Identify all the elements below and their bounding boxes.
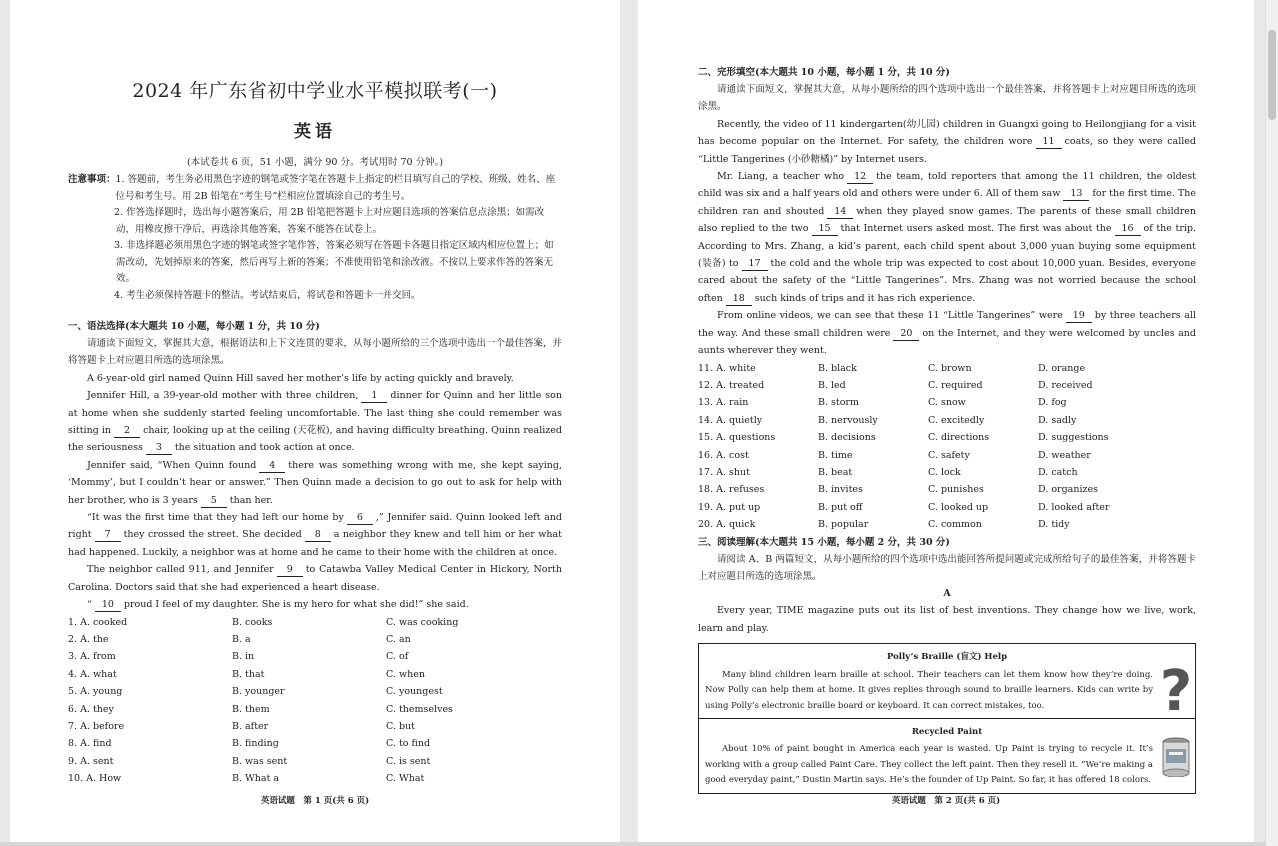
passage-a-intro: Every year, TIME magazine puts out its list of best inventions. They change how we live, work, learn and play. — [698, 605, 1196, 634]
subject-title: 英语 — [294, 122, 336, 142]
option-row: 15. A. questions B. decisions C. directions D. suggestions — [698, 432, 1109, 444]
paint-can-icon — [1161, 737, 1191, 777]
option-row: 2. A. the B. a C. an — [68, 633, 411, 645]
page-footer: 英语试题 第 1 页(共 6 页) — [260, 796, 370, 806]
notice-item: 2. 作答选择题时，选出每小题答案后，用 2B 铅笔把答题卡上对应题目选项的答案信息点涂黑；如需改动，用橡皮擦干净后，再选涂其他答案，答案不能答在试卷上。 — [114, 207, 545, 235]
cloze-paragraph: Mr. Liang, a teacher who 12 the team, told reporters that among the 11 children, the oldest child was six and a half years old and others were under 6. All of them saw 13 for the first time. The children ran and shouted 14 when they played snow games. The parents of these small children also replied to the two 15 that Internet users asked most. The first was about the 16 of the trip. According to Mrs. Zhang, a kid’s parent, each child spent about 3,000 yuan buying some equipment (装备) to 17 the cold and the whole trip was expected to cost about 10,000 yuan. Besides, everyone cared about the safety of the “Little Tangerines”. Mrs. Zhang was not worried because the school often 18 such kinds of trips and it has rich experience. — [698, 171, 1197, 304]
option-row: 18. A. refuses B. invites C. punishes D. organizes — [698, 484, 1098, 496]
option-row: 5. A. young B. younger C. youngest — [68, 686, 443, 698]
notice-block — [68, 172, 562, 304]
invention-box-paint — [698, 718, 1196, 794]
cloze-paragraph: Recently, the video of 11 kindergarten(幼儿园) children in Guangxi going to Heilongjiang for a visit has become popular on the Internet. For safety, the children wore 11 coats, so they were called “Little Tangerines (小砂糖橘)” by Internet users. — [698, 118, 1197, 165]
blank-8: 8 — [305, 529, 331, 542]
blank-2: 2 — [114, 425, 140, 438]
option-row: 11. A. white B. black C. brown D. orange — [698, 362, 1086, 374]
passage-paragraph: “ 10 proud I feel of my daughter. She is my hero for what she did!” she said. — [87, 599, 469, 611]
exam-note: (本试卷共 6 页，51 小题，满分 90 分。考试用时 70 分钟。) — [186, 157, 444, 168]
invention-title: Recycled Paint — [911, 726, 983, 737]
option-row: 17. A. shut B. beat C. lock D. catch — [698, 466, 1078, 478]
option-row: 1. A. cooked B. cooks C. was cooking — [68, 616, 459, 628]
blank-9: 9 — [277, 564, 303, 577]
section-2-heading: 二、完形填空(本大题共 10 小题，每小题 1 分，共 10 分) — [698, 67, 950, 78]
notice-item: 4. 考生必须保持答题卡的整洁。考试结束后，将试卷和答题卡一并交回。 — [114, 289, 421, 301]
section-1-instructions: 请通读下面短文，掌握其大意，根据语法和上下文连贯的要求，从每小题所给的三个选项中选出一个最佳答案，并将答题卡上对应题目所选的选项涂黑。 — [68, 338, 563, 367]
blank-18: 18 — [726, 293, 752, 306]
option-row: 10. A. How B. What a C. What — [68, 773, 425, 785]
option-row: 4. A. what B. that C. when — [68, 668, 425, 680]
section-3-heading: 三、阅读理解(本大题共 15 小题，每小题 2 分，共 30 分) — [698, 536, 950, 548]
scroll-thumb[interactable] — [1268, 30, 1276, 120]
blank-5: 5 — [201, 495, 227, 508]
options-list-2 — [698, 360, 1196, 534]
exam-title: 2024 年广东省初中学业水平模拟联考(一) — [132, 80, 498, 102]
option-row: 14. A. quietly B. nervously C. excitedly D. sadly — [698, 414, 1077, 426]
section-2-instructions: 请通读下面短文，掌握其大意，从每小题所给的四个选项中选出一个最佳答案，并将答题卡上对应题目所选的选项涂黑。 — [698, 84, 1196, 113]
blank-7: 7 — [95, 529, 121, 542]
passage-paragraph: A 6-year-old girl named Quinn Hill saved her mother’s life by acting quickly and bravely. — [87, 372, 514, 384]
blank-16: 16 — [1115, 223, 1141, 236]
blank-19: 19 — [1066, 310, 1092, 323]
option-row: 19. A. put up B. put off C. looked up D. looked after — [698, 501, 1110, 513]
horizontal-scrollbar[interactable] — [0, 842, 1266, 846]
notice-head: 注意事项： — [68, 174, 116, 185]
option-row: 8. A. find B. finding C. to find — [68, 738, 431, 750]
section-3-instructions: 请阅读 A、B 两篇短文，从每小题所给的四个选项中选出能回答所提问题或完成所给句子的最佳答案，并将答题卡上对应题目所选的选项涂黑。 — [698, 553, 1196, 582]
option-row: 3. A. from B. in C. of — [68, 651, 409, 663]
blank-14: 14 — [827, 206, 853, 219]
blank-6: 6 — [347, 512, 373, 525]
invention-title: Polly’s Braille (盲文) Help — [886, 652, 1008, 663]
page-footer: 英语试题 第 2 页(共 6 页) — [891, 796, 1001, 806]
invention-box-braille — [698, 643, 1196, 725]
blank-17: 17 — [742, 258, 768, 271]
question-mark-icon: ? — [1159, 659, 1193, 725]
blank-13: 13 — [1063, 188, 1089, 201]
exam-page-1 — [10, 0, 620, 846]
options-list-1 — [68, 614, 562, 788]
passage-paragraph: Jennifer Hill, a 39-year-old mother with three children, 1 dinner for Quinn and her little son at home when she suddenly started feeling uncomfortable. The last thing she could remember was sitting in 2 chair, looking up at the ceiling (天花板), and having difficulty breathing. Quinn realized the seriousness 3 the situation and took action at once. — [68, 390, 563, 454]
blank-1: 1 — [361, 390, 387, 403]
vertical-scrollbar[interactable] — [1265, 0, 1278, 846]
blank-4: 4 — [259, 460, 285, 473]
option-row: 7. A. before B. after C. but — [68, 720, 415, 732]
cloze-paragraph: From online videos, we can see that these 11 “Little Tangerines” were 19 by three teachers all the way. And these small children were 20 on the Internet, and they were welcomed by uncles and aunts wherever they went. — [698, 310, 1196, 357]
blank-12: 12 — [847, 171, 873, 184]
passage-paragraph: The neighbor called 911, and Jennifer 9 to Catawba Valley Medical Center in Hickory, North Carolina. Doctors said that she had experienced a heart disease. — [68, 564, 562, 593]
invention-text: Many blind children learn braille at school. Their teachers can let them know how they’re doing. Now Polly can help them at home. It gives replies through sound to braille learners. Kids can write by using Polly’s electronic braille board or keyboard. It can correct mistakes, too. — [705, 669, 1153, 711]
passage-a-label: A — [943, 588, 951, 600]
blank-3: 3 — [146, 442, 172, 455]
option-row: 20. A. quick B. popular C. common D. tidy — [698, 519, 1070, 531]
blank-15: 15 — [812, 223, 838, 236]
passage-paragraph: Jennifer said, “When Quinn found 4 there was something wrong with me, she kept saying, ‘Mommy’, but I couldn’t hear or answer.” Then Quinn made a decision to go out to ask for help with her brother, who is 3 years 5 than her. — [68, 459, 562, 506]
option-row: 12. A. treated B. led C. required D. received — [698, 379, 1093, 391]
blank-20: 20 — [893, 328, 919, 341]
invention-text: About 10% of paint bought in America each year is wasted. Up Paint is trying to recycle it. It’s working with a group called Paint Care. They collect the left paint. Then they resell it. “We’re making a good everyday paint,” Dustin Martin says. He’s the founder of Up Paint. So far, it has offered 18 colors. — [705, 744, 1153, 786]
passage-paragraph: “It was the first time that they had left our home by 6 ,” Jennifer said. Quinn looked left and right 7 they crossed the street. She decided 8 a neighbor they knew and tell him or her what had happened. Luckily, a neighbor was at home and he came to their home with the children at once. — [68, 512, 562, 558]
option-row: 13. A. rain B. storm C. snow D. fog — [698, 397, 1067, 409]
blank-11: 11 — [1036, 136, 1062, 149]
exam-page-2 — [638, 0, 1254, 846]
notice-item: 1. 答题前，考生务必用黑色字迹的钢笔或签字笔在答题卡上指定的栏目填写自己的学校、班级、姓名、座位号和考生号。用 2B 铅笔在“考生号”栏相应位置填涂自己的考生号。 — [115, 174, 556, 202]
option-row: 6. A. they B. them C. themselves — [68, 703, 453, 715]
option-row: 16. A. cost B. time C. safety D. weather — [698, 449, 1091, 461]
option-row: 9. A. sent B. was sent C. is sent — [68, 755, 431, 767]
section-1-heading: 一、语法选择(本大题共 10 小题，每小题 1 分，共 10 分) — [68, 321, 320, 332]
notice-item: 3. 非选择题必须用黑色字迹的钢笔或签字笔作答，答案必须写在答题卡各题目指定区域内相应位置上；如需改动，先划掉原来的答案，然后再写上新的答案；不准使用铅笔和涂改液。不按以上要求作答的答案无效。 — [114, 240, 554, 284]
blank-10: 10 — [95, 599, 121, 612]
